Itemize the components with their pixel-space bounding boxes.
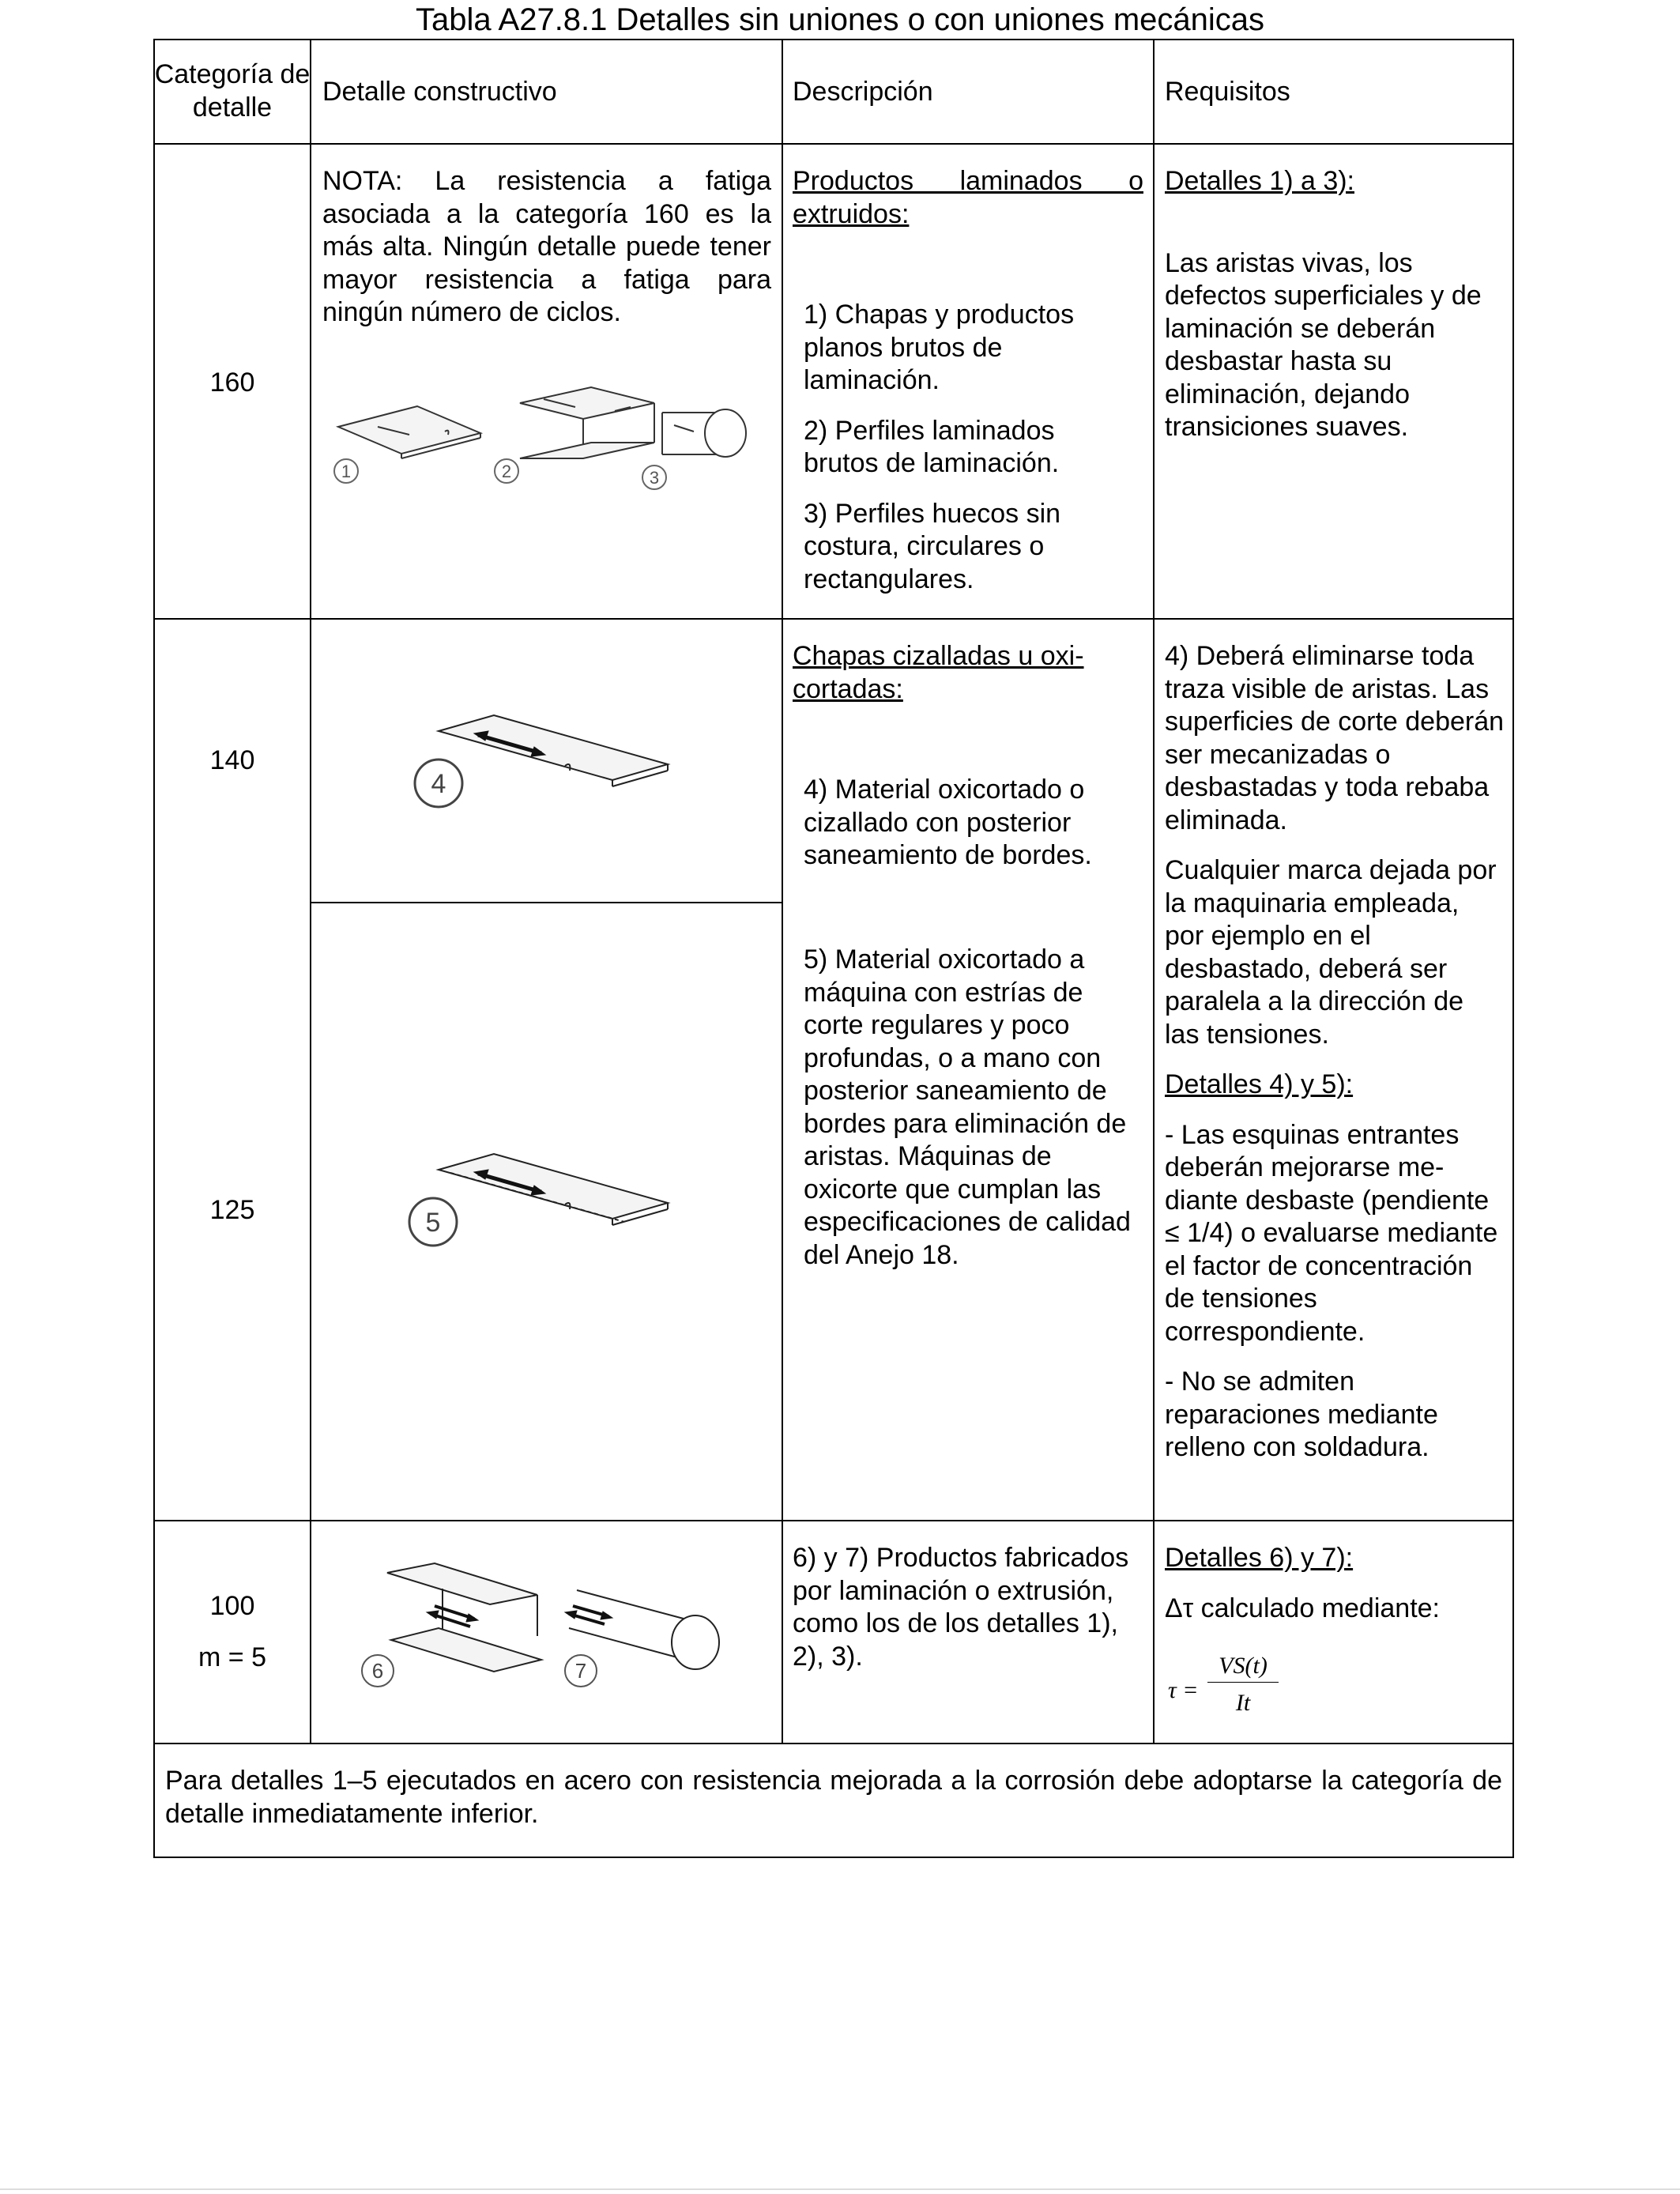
category-100: 100 xyxy=(209,1591,255,1621)
label-4: 4 xyxy=(431,769,446,799)
footer-note: Para detalles 1–5 ejecutados en acero con resistencia mejorada a la corrosión debe adoptarse la categoría de detalle inmediatamente inferior. xyxy=(165,1766,1502,1829)
tube-7-drawing xyxy=(569,1590,719,1669)
category-125: 125 xyxy=(209,1195,255,1225)
req-text-1-3: Las aristas vivas, los defectos superficiales y de laminación se deberán desbastar hasta su eliminación, dejando transiciones suaves. xyxy=(1165,247,1482,442)
figure-detail-5 xyxy=(403,1146,672,1265)
i-beam-drawing xyxy=(520,387,654,458)
plate-drawing xyxy=(338,406,480,458)
header-category: Categoría de detalle xyxy=(154,59,311,123)
figure-details-1-2-3 xyxy=(322,379,765,498)
category-140: 140 xyxy=(209,745,255,775)
formula-denominator: It xyxy=(1235,1690,1251,1716)
desc-140 xyxy=(793,640,1143,873)
req-4-p2: Cualquier marca dejada por la maquinaria empleada, por ejemplo en el desbastado, deberá ser paralela a la dirección de las tensiones. xyxy=(1165,855,1497,1050)
desc-item-3: 3) Perfiles huecos sin costura, circulares o rectangulares. xyxy=(804,498,1061,594)
desc-heading-laminados: Productos laminados o extruidos: xyxy=(793,166,1143,229)
label-3: 3 xyxy=(649,468,660,488)
category-160: 160 xyxy=(209,368,255,398)
figure-details-6-7 xyxy=(348,1549,759,1699)
formula-numerator: VS(t) xyxy=(1207,1650,1279,1683)
req-heading-1-3: Detalles 1) a 3): xyxy=(1165,166,1354,196)
header-detalle: Detalle constructivo xyxy=(322,77,557,107)
formula-lhs: τ = xyxy=(1168,1677,1199,1703)
desc-item-6-7: 6) y 7) Productos fabricados por laminación o extrusión, como los de los detalles 1), 2), 3). xyxy=(793,1543,1129,1672)
desc-item-1: 1) Chapas y productos planos brutos de laminación. xyxy=(804,300,1075,395)
label-1: 1 xyxy=(341,462,352,481)
table-title: Tabla A27.8.1 Detalles sin uniones o con uniones mecánicas xyxy=(415,2,1265,37)
m-value: m = 5 xyxy=(198,1642,266,1672)
req-heading-6-7: Detalles 6) y 7): xyxy=(1165,1543,1354,1573)
label-2: 2 xyxy=(501,462,512,481)
header-descripcion: Descripción xyxy=(793,77,933,107)
label-5: 5 xyxy=(425,1208,441,1238)
desc-item-2: 2) Perfiles laminados brutos de laminación. xyxy=(804,415,1060,478)
req-4-5 xyxy=(1165,640,1505,1465)
req-text-6-7: Δτ calculado mediante: xyxy=(1165,1593,1441,1623)
desc-160 xyxy=(793,165,1143,596)
nota-text: NOTA: La resistencia a fatiga asociada a la categoría 160 es la más alta. Ningún detalle puede tener mayor resistencia a fatiga para ningún número de ciclos. xyxy=(322,166,771,327)
req-heading-4-5: Detalles 4) y 5): xyxy=(1165,1069,1354,1099)
tube-drawing xyxy=(662,409,746,457)
i-beam-6-drawing xyxy=(387,1563,541,1672)
req-4-p1: 4) Deberá eliminarse toda traza visible de aristas. Las superficies de corte deberán ser mecanizadas o desbastadas y toda rebaba eliminada. xyxy=(1165,641,1505,835)
req-160 xyxy=(1165,165,1505,444)
header-requisitos: Requisitos xyxy=(1165,77,1290,107)
req-4-p3: - Las esquinas entrantes deberán mejorarse me-diante desbaste (pendiente ≤ 1/4) o evaluarse mediante el factor de concentración de tensiones correspondiente. xyxy=(1165,1119,1498,1347)
label-7: 7 xyxy=(574,1659,587,1683)
desc-item-4: 4) Material oxicortado o cizallado con posterior saneamiento de bordes. xyxy=(804,775,1092,870)
desc-item-5: 5) Material oxicortado a máquina con estrías de corte regulares y poco profundas, o a mano con posterior saneamiento de bordes para eliminación de aristas. Máquinas de oxicorte que cumplan las especificaciones de calidad del Anejo 18. xyxy=(804,944,1131,1270)
desc-heading-cizalladas: Chapas cizalladas u oxi-cortadas: xyxy=(793,641,1084,704)
figure-detail-4 xyxy=(403,707,672,826)
req-6-7 xyxy=(1165,1542,1505,1625)
label-6: 6 xyxy=(371,1659,384,1683)
req-4-p4: - No se admiten reparaciones mediante relleno con soldadura. xyxy=(1165,1367,1438,1462)
